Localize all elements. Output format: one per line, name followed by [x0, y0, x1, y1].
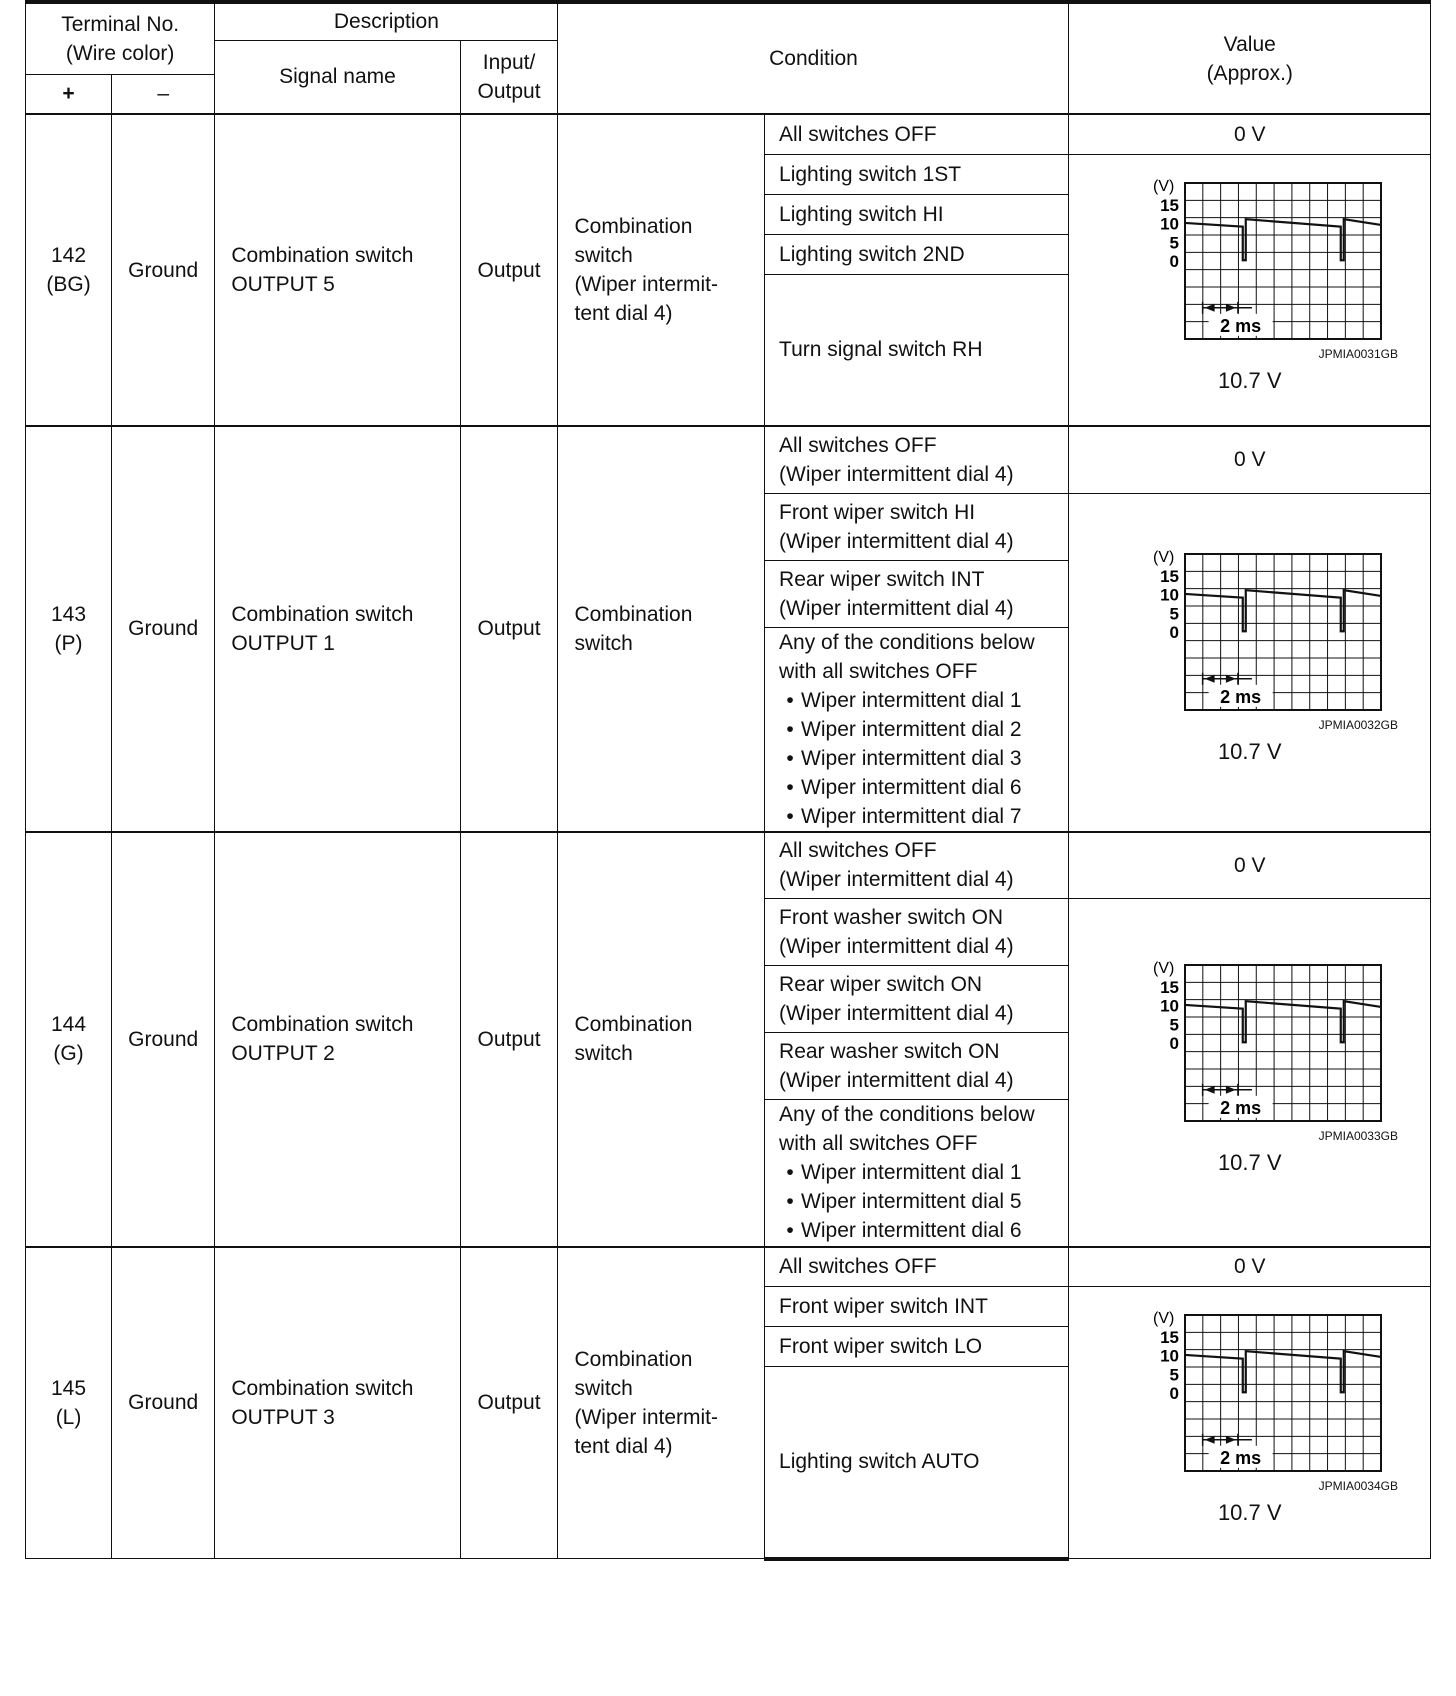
- condition-detail-cell: [765, 832, 1069, 899]
- table-row: [26, 426, 1431, 493]
- condition-detail-line: All switches OFF: [779, 839, 937, 863]
- terminal-plus-cell: [26, 1247, 112, 1559]
- table-row: [26, 1247, 1431, 1287]
- condition-main-cell: [558, 114, 765, 426]
- condition-bullet-item: • Wiper intermittent dial 2: [779, 715, 1064, 744]
- waveform-cell: [1069, 154, 1431, 426]
- waveform-cell: [1069, 899, 1431, 1247]
- waveform-time-arrow: [1226, 674, 1236, 682]
- waveform-y-unit: (V): [1152, 1310, 1175, 1327]
- condition-detail-line: Front wiper switch LO: [779, 1335, 983, 1358]
- waveform-y-tick: 0: [1169, 622, 1179, 642]
- waveform-figure-code: JPMIA0032GB: [1318, 717, 1398, 732]
- condition-main-line: (Wiper intermit-: [574, 273, 718, 296]
- condition-detail-cell: [765, 899, 1069, 966]
- condition-detail-cell: [765, 274, 1069, 426]
- waveform-figure-code: JPMIA0033GB: [1318, 1129, 1398, 1143]
- waveform-cell: [1069, 1287, 1431, 1559]
- signal-name-line: Combination switch: [231, 1376, 414, 1400]
- condition-detail-line: Rear wiper switch ON: [779, 973, 983, 996]
- signal-name-line: Combination switch: [231, 1013, 414, 1036]
- condition-detail-line: Rear washer switch ON: [779, 1040, 1000, 1063]
- signal-name-line: Combination switch: [231, 602, 414, 626]
- header-terminal-no: Terminal No. (Wire color): [26, 2, 215, 74]
- waveform-value: 10.7 V: [1217, 1150, 1282, 1175]
- condition-detail-line: All switches OFF: [779, 1255, 937, 1279]
- condition-detail-line: with all switches OFF: [779, 659, 978, 683]
- waveform-time-arrow: [1226, 1086, 1236, 1094]
- value-off-cell: 0 V: [1069, 1247, 1431, 1287]
- signal-name-cell: [215, 1247, 460, 1559]
- condition-detail-line: (Wiper intermittent dial 4): [779, 868, 1014, 892]
- waveform-time-arrow: [1204, 1436, 1214, 1444]
- condition-bullet-item: • Wiper intermittent dial 3: [779, 744, 1064, 773]
- signal-name-line: OUTPUT 2: [231, 1042, 335, 1065]
- condition-detail-line: (Wiper intermittent dial 4): [779, 596, 1014, 620]
- condition-bullet-item: • Wiper intermittent dial 6: [779, 773, 1064, 802]
- waveform-y-tick: 5: [1169, 1015, 1179, 1035]
- value-off-cell: 0 V: [1069, 832, 1431, 899]
- terminal-minus-cell: Ground: [112, 832, 215, 1247]
- signal-name-line: Combination switch: [231, 244, 414, 267]
- condition-detail-cell: [765, 966, 1069, 1033]
- waveform-y-tick: 10: [1159, 585, 1179, 605]
- condition-detail-line: (Wiper intermittent dial 4): [779, 935, 1014, 958]
- signal-name-cell: [215, 832, 460, 1247]
- terminal-plus-cell: [26, 426, 112, 832]
- terminal-plus-cell: [26, 832, 112, 1247]
- condition-bullet-item: • Wiper intermittent dial 7: [779, 802, 1064, 831]
- terminal-number: 142: [51, 244, 87, 267]
- header-value: Value (Approx.): [1069, 2, 1431, 114]
- terminal-minus-cell: Ground: [112, 426, 215, 832]
- waveform-y-tick: 5: [1169, 232, 1179, 252]
- condition-detail-cell: [765, 154, 1069, 194]
- condition-main-cell: [558, 832, 765, 1247]
- condition-detail-cell: [765, 560, 1069, 627]
- signal-name-line: OUTPUT 3: [231, 1405, 335, 1429]
- waveform-y-tick: 15: [1159, 1328, 1179, 1347]
- condition-main-line: Combination: [574, 1013, 693, 1036]
- condition-detail-cell: [765, 426, 1069, 493]
- condition-detail-cell: [765, 493, 1069, 560]
- condition-detail-line: Lighting switch AUTO: [779, 1450, 980, 1474]
- condition-detail-line: Front wiper switch HI: [779, 500, 976, 524]
- terminal-table-document: [25, 0, 1431, 1561]
- condition-main-line: switch: [574, 1042, 633, 1065]
- wire-color: (G): [53, 1042, 84, 1065]
- condition-main-line: Combination: [574, 1347, 693, 1371]
- condition-main-cell: [558, 426, 765, 832]
- waveform-time-arrow: [1226, 303, 1236, 311]
- condition-detail-line: Lighting switch HI: [779, 202, 944, 226]
- waveform-time-arrow: [1204, 674, 1214, 682]
- condition-detail-line: (Wiper intermittent dial 4): [779, 529, 1014, 553]
- waveform-time-arrow: [1204, 303, 1214, 311]
- condition-detail-line: Any of the conditions below: [779, 630, 1035, 654]
- header-input-output: Input/ Output: [460, 40, 558, 114]
- wire-color: (P): [54, 631, 83, 655]
- terminal-minus-cell: Ground: [112, 114, 215, 426]
- condition-detail-line: Lighting switch 1ST: [779, 162, 962, 186]
- input-output-cell: Output: [460, 114, 558, 426]
- condition-detail-line: All switches OFF: [779, 122, 937, 146]
- value-off-cell: 0 V: [1069, 114, 1431, 154]
- waveform-cell: [1069, 493, 1431, 832]
- condition-bullet-item: • Wiper intermittent dial 5: [779, 1187, 1064, 1216]
- header-minus: –: [112, 74, 215, 114]
- header-signal-name: Signal name: [215, 40, 460, 114]
- input-output-cell: Output: [460, 832, 558, 1247]
- condition-main-line: Combination: [574, 215, 693, 238]
- waveform-y-tick: 10: [1159, 214, 1179, 234]
- condition-detail-line: Front washer switch ON: [779, 906, 1004, 929]
- waveform-trace: [1185, 1001, 1381, 1042]
- waveform-time-label: 2 ms: [1219, 686, 1261, 707]
- condition-detail-line: Any of the conditions below: [779, 1103, 1035, 1127]
- waveform-y-tick: 15: [1159, 195, 1179, 215]
- input-output-cell: Output: [460, 1247, 558, 1559]
- waveform-chart: [1105, 546, 1395, 716]
- waveform-figure-code: JPMIA0031GB: [1318, 346, 1398, 361]
- waveform-y-unit: (V): [1152, 177, 1175, 195]
- table-row: [26, 114, 1431, 154]
- waveform-time-label: 2 ms: [1219, 1097, 1261, 1118]
- condition-main-line: tent dial 4): [574, 1434, 673, 1458]
- condition-detail-line: (Wiper intermittent dial 4): [779, 462, 1014, 486]
- condition-detail-cell: [765, 1247, 1069, 1287]
- waveform-trace: [1185, 219, 1381, 260]
- signal-name-cell: [215, 426, 460, 832]
- waveform-chart: [1105, 957, 1395, 1127]
- waveform-value: 10.7 V: [1217, 1500, 1282, 1525]
- waveform-y-tick: 10: [1159, 996, 1179, 1016]
- condition-detail-cell: [765, 1367, 1069, 1559]
- condition-detail-line: Rear wiper switch INT: [779, 567, 985, 591]
- header-description: Description: [215, 2, 558, 40]
- condition-main-line: Combination: [574, 602, 693, 626]
- condition-detail-cell: [765, 114, 1069, 154]
- signal-name-line: OUTPUT 1: [231, 631, 335, 655]
- signal-name-line: OUTPUT 5: [231, 273, 335, 296]
- condition-main-line: switch: [574, 631, 633, 655]
- waveform-time-arrow: [1226, 1436, 1236, 1444]
- condition-bullet-item: • Wiper intermittent dial 1: [779, 686, 1064, 715]
- waveform-y-unit: (V): [1152, 960, 1175, 977]
- waveform-trace: [1185, 1351, 1381, 1392]
- waveform-y-tick: 15: [1159, 978, 1179, 997]
- condition-detail-line: All switches OFF: [779, 433, 937, 457]
- condition-detail-line: Turn signal switch RH: [779, 338, 983, 362]
- waveform-chart: [1105, 175, 1395, 345]
- terminal-table: [25, 0, 1431, 1561]
- waveform-value: 10.7 V: [1217, 367, 1282, 393]
- condition-detail-cell: [765, 1033, 1069, 1100]
- condition-detail-cell: [765, 627, 1069, 832]
- waveform-y-unit: (V): [1152, 548, 1175, 566]
- terminal-plus-cell: [26, 114, 112, 426]
- table-row: [26, 832, 1431, 899]
- condition-main-line: switch: [574, 244, 633, 267]
- condition-detail-line: with all switches OFF: [779, 1132, 978, 1156]
- waveform-time-arrow: [1204, 1086, 1214, 1094]
- condition-main-line: tent dial 4): [574, 302, 673, 325]
- waveform-value: 10.7 V: [1217, 738, 1282, 764]
- waveform-y-tick: 0: [1169, 251, 1179, 271]
- signal-name-cell: [215, 114, 460, 426]
- waveform-y-tick: 0: [1169, 1384, 1179, 1403]
- condition-detail-cell: [765, 1327, 1069, 1367]
- condition-bullet-item: • Wiper intermittent dial 6: [779, 1216, 1064, 1245]
- terminal-number: 144: [51, 1013, 87, 1036]
- condition-detail-cell: [765, 1100, 1069, 1247]
- condition-main-line: switch: [574, 1376, 633, 1400]
- value-off-cell: 0 V: [1069, 426, 1431, 493]
- wire-color: (BG): [46, 273, 91, 296]
- condition-bullet-item: • Wiper intermittent dial 1: [779, 1158, 1064, 1187]
- waveform-figure-code: JPMIA0034GB: [1318, 1479, 1398, 1493]
- condition-detail-cell: [765, 194, 1069, 234]
- header-plus: +: [26, 74, 112, 114]
- condition-detail-line: (Wiper intermittent dial 4): [779, 1002, 1014, 1025]
- terminal-number: 145: [51, 1376, 87, 1400]
- waveform-time-label: 2 ms: [1219, 1447, 1261, 1468]
- terminal-minus-cell: Ground: [112, 1247, 215, 1559]
- condition-detail-line: Lighting switch 2ND: [779, 242, 965, 266]
- wire-color: (L): [55, 1405, 82, 1429]
- waveform-y-tick: 5: [1169, 1365, 1179, 1385]
- condition-main-line: (Wiper intermit-: [574, 1405, 718, 1429]
- condition-detail-line: Front wiper switch INT: [779, 1295, 988, 1318]
- condition-detail-cell: [765, 234, 1069, 274]
- condition-detail-cell: [765, 1287, 1069, 1327]
- waveform-y-tick: 5: [1169, 603, 1179, 623]
- waveform-y-tick: 15: [1159, 566, 1179, 586]
- waveform-chart: [1105, 1307, 1395, 1477]
- waveform-time-label: 2 ms: [1219, 315, 1261, 336]
- waveform-y-tick: 10: [1159, 1346, 1179, 1366]
- waveform-trace: [1185, 590, 1381, 631]
- header-condition: Condition: [558, 2, 1069, 114]
- table-header: [26, 2, 1431, 114]
- terminal-number: 143: [51, 602, 87, 626]
- input-output-cell: Output: [460, 426, 558, 832]
- waveform-y-tick: 0: [1169, 1034, 1179, 1053]
- condition-detail-line: (Wiper intermittent dial 4): [779, 1069, 1014, 1092]
- condition-main-cell: [558, 1247, 765, 1559]
- table-body: [26, 114, 1431, 1559]
